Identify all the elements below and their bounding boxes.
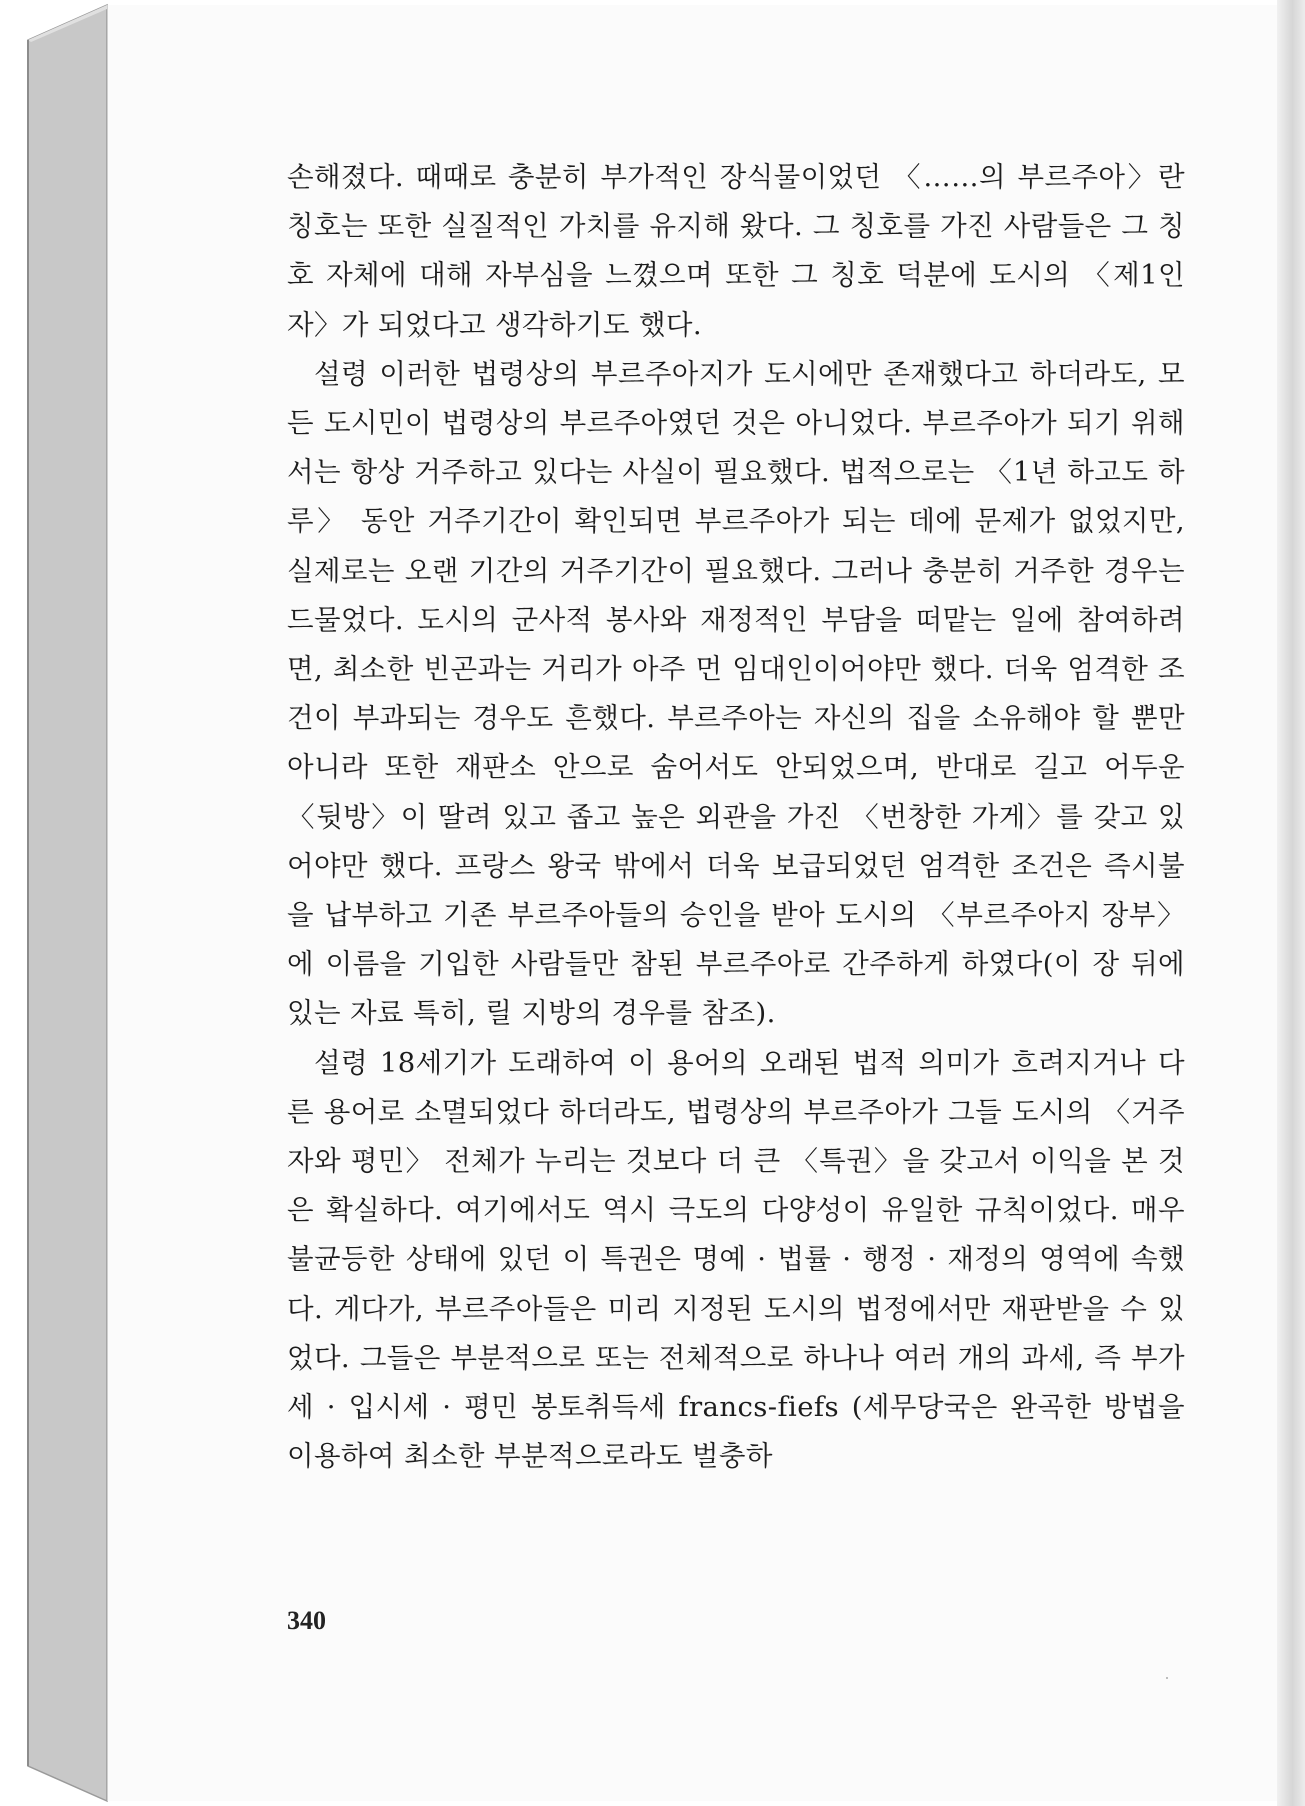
paragraph-2: 설령 이러한 법령상의 부르주아지가 도시에만 존재했다고 하더라도, 모든 도시민이 법령상의 부르주아였던 것은 아니었다. 부르주아가 되기 위해서는 항상 거주하고 있다는 사실이 필요했다. 법적으로는 〈1년 하고도 하루〉 동안 거주기간이 확인되면 부르주아가 되는 데에 문제가 없었지만, 실제로는 오랜 기간의 거주기간이 필요했다. 그러나 충분히 거주한 경우는 드물었다. 도시의 군사적 봉사와 재정적인 부담을 떠맡는 일에 참여하려면, 최소한 빈곤과는 거리가 아주 먼 임대인이어야만 했다. 더욱 엄격한 조건이 부과되는 경우도 흔했다. 부르주아는 자신의 집을 소유해야 할 뿐만 아니라 또한 재판소 안으로 숨어서도 안되었으며, 반대로 길고 어두운 〈뒷방〉이 딸려 있고 좁고 높은 외관을 가진 〈번창한 가게〉를 갖고 있어야만 했다. 프랑스 왕국 밖에서 더욱 보급되었던 엄격한 조건은 즉시불을 납부하고 기존 부르주아들의 승인을 받아 도시의 〈부르주아지 장부〉에 이름을 기입한 사람들만 참된 부르주아로 간주하게 하였다(이 장 뒤에 있는 자료 특히, 릴 지방의 경우를 참조). xyxy=(287,357,1185,1030)
paragraph-3: 설령 18세기가 도래하여 이 용어의 오래된 법적 의미가 흐려지거나 다른 용어로 소멸되었다 하더라도, 법령상의 부르주아가 그들 도시의 〈거주자와 평민〉 전체가 누리는 것보다 더 큰 〈특권〉을 갖고서 이익을 본 것은 확실하다. 여기에서도 역시 극도의 다양성이 유일한 규칙이었다. 매우 불균등한 상태에 있던 이 특권은 명예 · 법률 · 행정 · 재정의 영역에 속했다. 게다가, 부르주아들은 미리 지정된 도시의 법정에서만 재판받을 수 있었다. 그들은 부분적으로 또는 전체적으로 하나나 여러 개의 과세, 즉 부가세 · 입시세 · 평민 봉토취득세 francs-fiefs (세무당국은 완곡한 방법을 이용하여 최소한 부분적으로라도 벌충하 xyxy=(287,1046,1185,1473)
paragraph-1: 손해졌다. 때때로 충분히 부가적인 장식물이었던 〈……의 부르주아〉란 칭호는 또한 실질적인 가치를 유지해 왔다. 그 칭호를 가진 사람들은 그 칭호 자체에 대해 자부심을 느꼈으며 또한 그 칭호 덕분에 도시의 〈제1인자〉가 되었다고 생각하기도 했다. xyxy=(287,161,1185,341)
page-right-edge xyxy=(1277,0,1305,1806)
scan-speck xyxy=(1166,1677,1168,1679)
page-body-text xyxy=(287,153,1185,1481)
page-number: 340 xyxy=(287,1606,326,1635)
